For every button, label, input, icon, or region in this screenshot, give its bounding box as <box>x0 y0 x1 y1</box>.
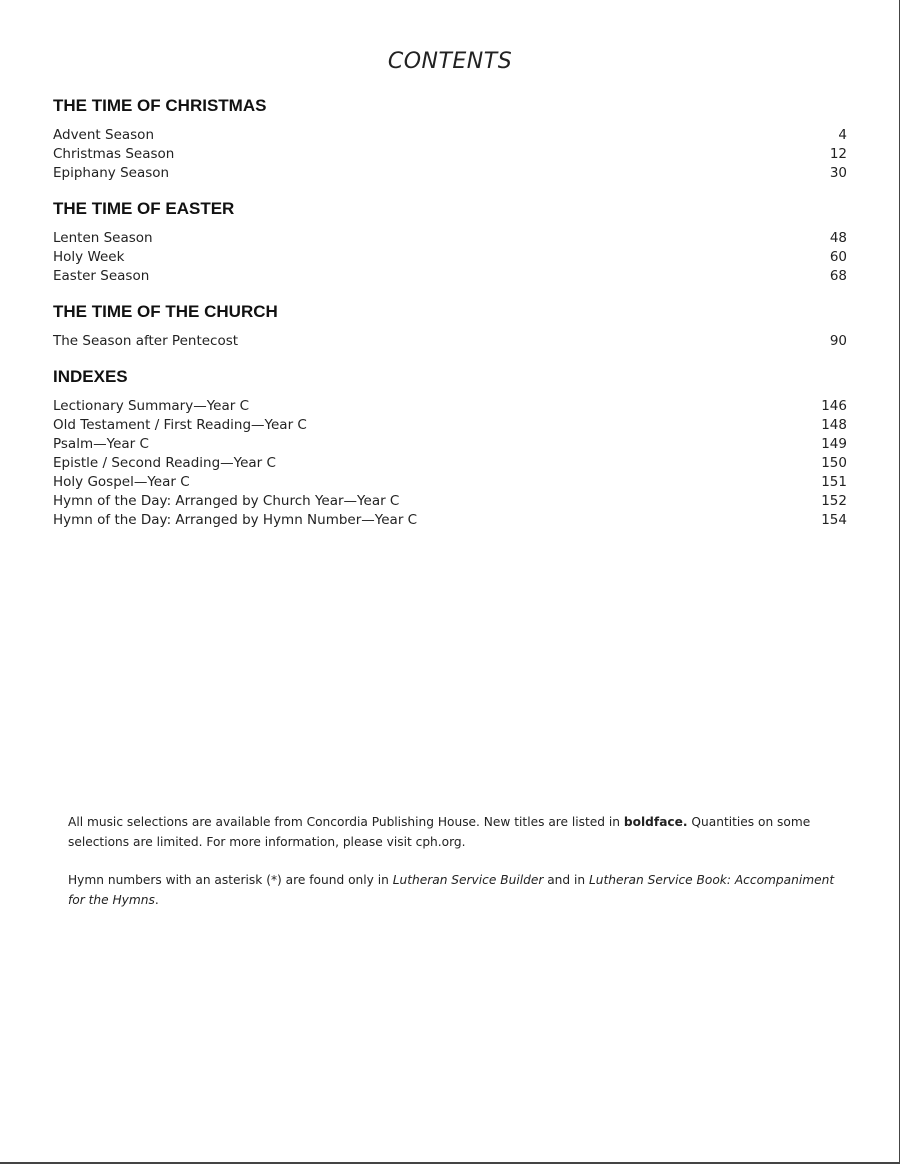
entry-page-number: 152 <box>821 493 847 509</box>
entry-label: Advent Season <box>53 127 154 143</box>
availability-note <box>68 812 848 852</box>
entry-page-number: 30 <box>829 165 847 181</box>
section-church <box>53 300 847 351</box>
note-text: and in <box>543 873 590 887</box>
entry-page-number: 12 <box>829 146 847 162</box>
entry-page-number: 154 <box>821 512 847 528</box>
entry-label: Christmas Season <box>53 146 175 162</box>
entry-page-number: 146 <box>821 398 847 414</box>
entry-label: Psalm—Year C <box>53 436 149 452</box>
entry-label: Holy Week <box>53 249 125 265</box>
entry-page-number: 151 <box>821 474 847 490</box>
entry-label: Easter Season <box>53 268 150 284</box>
note-italic-text: Lutheran Service Builder <box>392 873 544 887</box>
entry-label: Hymn of the Day: Arranged by Hymn Number—Year C <box>53 512 418 528</box>
entry-label: Holy Gospel—Year C <box>53 474 190 490</box>
section-indexes <box>53 365 847 530</box>
toc-entry-holy-gospel[interactable] <box>53 473 847 492</box>
entry-label: Hymn of the Day: Arranged by Church Year—Year C <box>53 493 400 509</box>
entry-page-number: 149 <box>821 436 847 452</box>
page-title: CONTENTS <box>387 49 513 74</box>
entry-label: Lenten Season <box>53 230 153 246</box>
section-heading: INDEXES <box>53 367 128 386</box>
entry-page-number: 68 <box>829 268 847 284</box>
toc-entry-lectionary-summary[interactable] <box>53 397 847 416</box>
note-text: Hymn numbers with an asterisk (*) are found only in <box>68 873 393 887</box>
entry-label: Epistle / Second Reading—Year C <box>53 455 276 471</box>
section-heading: THE TIME OF EASTER <box>53 199 235 218</box>
toc-entry-easter-season[interactable] <box>53 267 847 286</box>
note-text: . <box>154 893 159 907</box>
note-text: All music selections are available from Concordia Publishing House. New titles are listed in <box>68 815 624 829</box>
entry-page-number: 4 <box>838 127 847 143</box>
toc-entry-christmas-season[interactable] <box>53 145 847 164</box>
toc-entry-lenten-season[interactable] <box>53 229 847 248</box>
entry-label: The Season after Pentecost <box>53 333 239 349</box>
table-of-contents <box>53 94 847 544</box>
section-heading: THE TIME OF CHRISTMAS <box>53 96 267 115</box>
note-bold-text: boldface. <box>623 815 688 829</box>
toc-entry-psalm[interactable] <box>53 435 847 454</box>
footnotes <box>68 812 848 928</box>
toc-entry-holy-week[interactable] <box>53 248 847 267</box>
note-italic-text: Lutheran Service Book: Accompaniment for the Hymns <box>68 873 835 907</box>
toc-entry-epiphany-season[interactable] <box>53 164 847 183</box>
entry-page-number: 90 <box>829 333 847 349</box>
toc-entry-epistle[interactable] <box>53 454 847 473</box>
entry-label: Epiphany Season <box>53 165 170 181</box>
toc-entry-hymn-by-hymn-number[interactable] <box>53 511 847 530</box>
entry-page-number: 150 <box>821 455 847 471</box>
entry-page-number: 148 <box>821 417 847 433</box>
note-text: Quantities on some selections are limited. For more information, please visit cph.org. <box>68 815 811 849</box>
toc-entry-old-testament[interactable] <box>53 416 847 435</box>
entry-label: Lectionary Summary—Year C <box>53 398 250 414</box>
section-easter <box>53 197 847 286</box>
asterisk-note <box>68 870 848 910</box>
toc-entry-advent-season[interactable] <box>53 126 847 145</box>
toc-entry-hymn-by-church-year[interactable] <box>53 492 847 511</box>
entry-page-number: 60 <box>829 249 847 265</box>
entry-page-number: 48 <box>829 230 847 246</box>
section-christmas <box>53 94 847 183</box>
entry-label: Old Testament / First Reading—Year C <box>53 417 307 433</box>
toc-entry-season-after-pentecost[interactable] <box>53 332 847 351</box>
section-heading: THE TIME OF THE CHURCH <box>53 302 278 321</box>
